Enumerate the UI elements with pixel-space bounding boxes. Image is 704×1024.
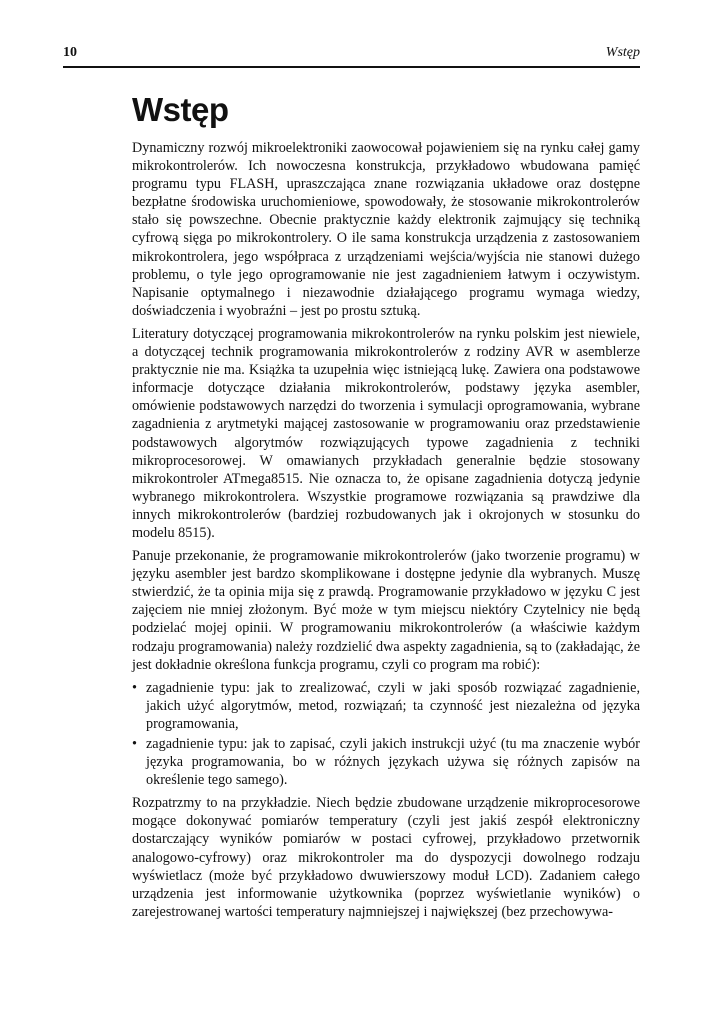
list-item: • zagadnienie typu: jak to zrealizować, czyli w jaki sposób rozwiązać zagadnienie, jakich użyć algorytmów, metod, rozwiązań; ta czynność jest niezależna od języka programowania, bbox=[132, 679, 640, 733]
page-body bbox=[132, 88, 640, 921]
page-header bbox=[63, 45, 640, 61]
paragraph-opinion: Panuje przekonanie, że programowanie mikrokontrolerów (jako tworzenie programu) w języku asembler jest bardzo skomplikowane i dostępne jedynie dla wybranych. Muszę stwierdzić, że ta opinia mija się z prawdą. Programowanie przykładowo w języku C jest zajęciem nie mniej złożonym. Być może w tym miejscu niektóry Czytelnicy nie będą podzielać mojej opinii. W programowaniu mikrokontrolerów (a właściwie każdym rodzaju programowania) należy rozdzielić dwa aspekty zagadnienia, są to (zakładając, że jest dokładnie określona funkcja programu, czyli co program ma robić): bbox=[132, 548, 640, 673]
aspects-list bbox=[132, 679, 640, 790]
paragraph-intro: Dynamiczny rozwój mikroelektroniki zaowocował pojawieniem się na rynku całej gamy mikrokontrolerów. Ich nowoczesna konstrukcja, przykładowo wbudowana pamięć programu typu FLASH, upraszczająca znane rozwiązania układowe oraz dostępne bezpłatne środowiska uruchomieniowe, spowodowały, że stosowanie mikrokontrolerów stało się powszechne. Obecnie praktycznie każdy elektronik zajmujący się techniką cyfrową sięga po mikrokontrolery. O ile sama konstrukcja urządzenia z zastosowaniem mikrokontrolera, jego współpraca z urządzeniami wejścia/wyjścia nie stanowi dużego problemu, o tyle jego oprogramowanie nie jest zagadnieniem łatwym i oczywistym. Napisanie optymalnego i niezawodnie działającego programu wymaga wiedzy, doświadczenia i wyobraźni – jest po prostu sztuką. bbox=[132, 140, 640, 319]
running-title: Wstęp bbox=[605, 45, 640, 60]
header-rule bbox=[63, 66, 640, 68]
chapter-title: Wstęp bbox=[132, 91, 229, 128]
paragraph-example: Rozpatrzmy to na przykładzie. Niech będzie zbudowane urządzenie mikroprocesorowe mogące dokonywać pomiarów temperatury (czyli jest jakiś zespół elektroniczny dostarczający wyników pomiarów w postaci cyfrowej, przykładowo przetwornik analogowo-cyfrowy) oraz mikrokontroler ma do dyspozycji dowolnego rodzaju wyświetlacz (może być przykładowo dwuwierszowy moduł LCD). Zadaniem całego urządzenia jest informowanie użytkownika (poprzez wyświetlanie wyników) o zarejestrowanej wartości temperatury najmniejszej i największej (bez przechowywa- bbox=[132, 795, 640, 920]
list-item: • zagadnienie typu: jak to zapisać, czyli jakich instrukcji użyć (tu ma znaczenie wybór języka programowania, bo w różnych językach używa się różnych zapisów na określenie tego samego). bbox=[132, 735, 640, 789]
page-number: 10 bbox=[63, 45, 77, 60]
paragraph-literature: Literatury dotyczącej programowania mikrokontrolerów na rynku polskim jest niewiele, a dotyczącej technik programowania mikrokontrolerów z rodziny AVR w asemblerze praktycznie nie ma. Książka ta uzupełnia więc istniejącą lukę. Zawiera ona podstawowe informacje dotyczące działania mikrokontrolerów, podstawy języka asembler, omówienie podstawowych narzędzi do tworzenia i symulacji oprogramowania, wybrane zagadnienia z arytmetyki mającej zastosowanie w programowaniu oraz przedstawienie podstawowych algorytmów rozwiązujących typowe zagadnienia z techniki mikroprocesorowej. W omawianych przykładach generalnie będzie stosowany mikrokontroler ATmega8515. Nie oznacza to, że opisane zagadnienia dotyczą jedynie wybranego mikrokontrolera. Wszystkie programowe rozwiązania są prawdziwe dla innych mikrokontrolerów (bardziej rozbudowanych jak i okrojonych w stosunku do modelu 8515). bbox=[132, 325, 640, 541]
